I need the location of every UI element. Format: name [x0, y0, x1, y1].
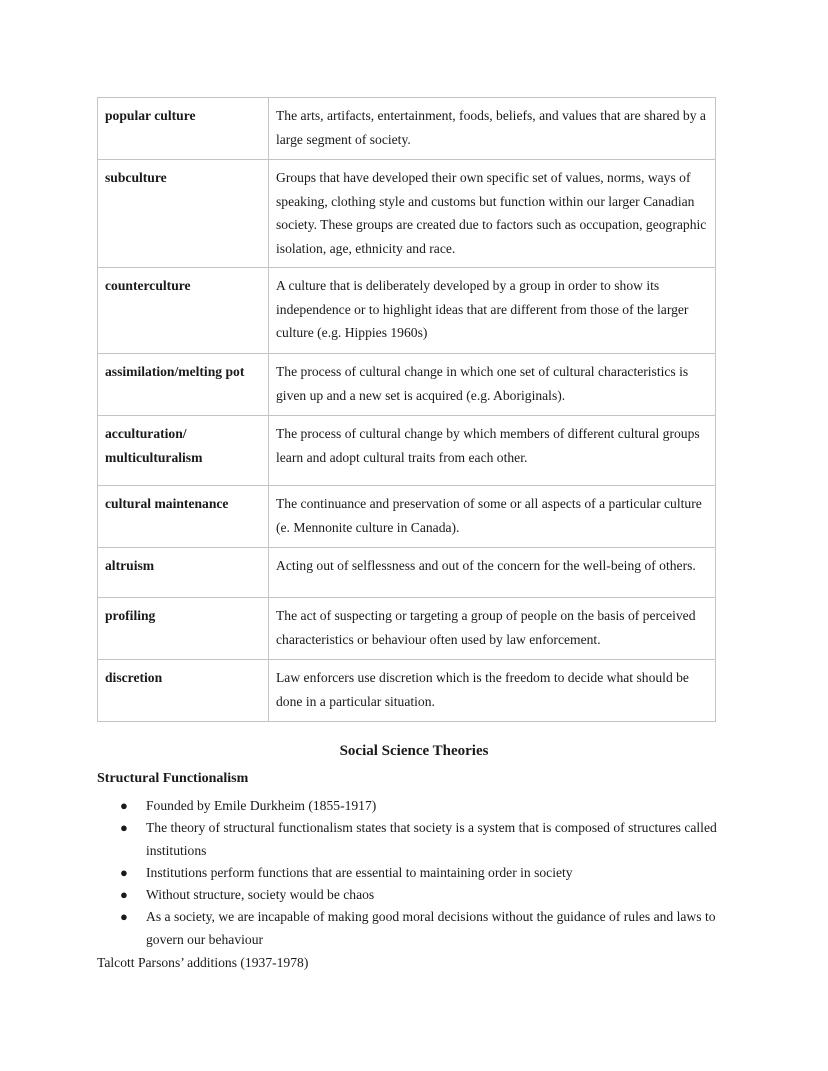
- bullet-item: [97, 862, 737, 884]
- bullet-item: [97, 817, 737, 862]
- glossary-term: [98, 486, 269, 548]
- glossary-row: [98, 598, 716, 660]
- note-text: Talcott Parsons’ additions (1937-1978): [97, 955, 309, 970]
- glossary-definition: Groups that have developed their own specific set of values, norms, ways of speaking, clothing style and customs but function within our larger Canadian society. These groups are created due to factors such as occupation, geographic isolation, age, ethnicity and race.: [269, 160, 716, 268]
- glossary-term: [98, 548, 269, 598]
- bullet-text: Without structure, society would be chaos: [146, 887, 375, 903]
- glossary-table-body: [98, 98, 716, 722]
- glossary-term: [98, 98, 269, 160]
- bullet-icon: ●: [120, 887, 128, 903]
- bullet-text: Founded by Emile Durkheim (1855-1917): [146, 798, 377, 813]
- glossary-term: [98, 416, 269, 486]
- glossary-term-text: profiling: [105, 608, 156, 623]
- glossary-table: [97, 97, 716, 722]
- glossary-row: [98, 660, 716, 722]
- glossary-definition: Acting out of selflessness and out of the concern for the well-being of others.: [269, 548, 716, 598]
- glossary-term-text: popular culture: [105, 108, 196, 123]
- bullet-item: [97, 906, 737, 951]
- glossary-row: [98, 354, 716, 416]
- glossary-term-text: cultural maintenance: [105, 496, 229, 511]
- bullet-icon: ●: [120, 820, 128, 836]
- glossary-definition: The arts, artifacts, entertainment, foods, beliefs, and values that are shared by a large segment of society.: [269, 98, 716, 160]
- glossary-term: [98, 160, 269, 268]
- section-title: Social Science Theories: [339, 743, 489, 759]
- glossary-term: [98, 660, 269, 722]
- bullet-text: As a society, we are incapable of making good moral decisions without the guidance of rules and laws to govern our behaviour: [146, 909, 716, 947]
- glossary-term-text: multiculturalism: [105, 449, 203, 465]
- glossary-term: [98, 268, 269, 354]
- bullet-icon: ●: [120, 909, 128, 925]
- glossary-row: [98, 416, 716, 486]
- bullet-list: [97, 795, 737, 951]
- glossary-term-text: discretion: [105, 670, 163, 685]
- glossary-definition: The continuance and preservation of some or all aspects of a particular culture (e. Mennonite culture in Canada).: [269, 486, 716, 548]
- glossary-definition: The process of cultural change in which one set of cultural characteristics is given up and a new set is acquired (e.g. Aboriginals).: [269, 354, 716, 416]
- glossary-definition: The act of suspecting or targeting a group of people on the basis of perceived characteristics or behaviour often used by law enforcement.: [269, 598, 716, 660]
- glossary-term-text: subculture: [105, 170, 167, 185]
- bullet-text: The theory of structural functionalism states that society is a system that is composed of structures called institutions: [146, 820, 717, 858]
- glossary-term-text: altruism: [105, 558, 155, 573]
- bullet-icon: ●: [120, 798, 128, 813]
- glossary-term-text: assimilation/melting pot: [105, 364, 245, 379]
- bullet-text: Institutions perform functions that are essential to maintaining order in society: [146, 864, 573, 880]
- glossary-definition: Law enforcers use discretion which is the freedom to decide what should be done in a particular situation.: [269, 660, 716, 722]
- subsection-heading: Structural Functionalism: [97, 771, 249, 786]
- glossary-term-text: acculturation/: [105, 426, 187, 441]
- bullet-item: [97, 795, 737, 817]
- bullet-icon: ●: [120, 864, 128, 880]
- glossary-row: [98, 548, 716, 598]
- glossary-definition: The process of cultural change by which members of different cultural groups learn and adopt cultural traits from each other.: [269, 416, 716, 486]
- glossary-row: [98, 268, 716, 354]
- glossary-term: [98, 354, 269, 416]
- glossary-term: [98, 598, 269, 660]
- glossary-row: [98, 98, 716, 160]
- glossary-definition: A culture that is deliberately developed by a group in order to show its independence or to highlight ideas that are different from those of the larger culture (e.g. Hippies 1960s): [269, 268, 716, 354]
- bullet-item: [97, 884, 737, 906]
- glossary-row: [98, 486, 716, 548]
- glossary-term-text: counterculture: [105, 278, 191, 293]
- glossary-row: [98, 160, 716, 268]
